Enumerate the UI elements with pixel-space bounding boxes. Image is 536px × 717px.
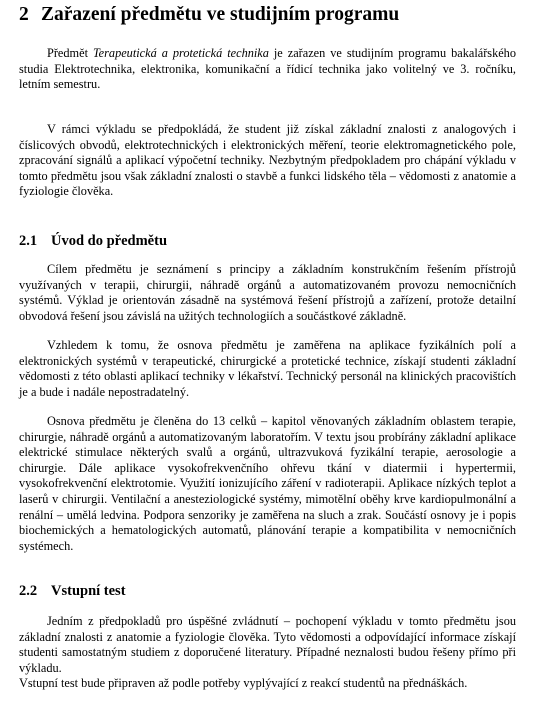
- intro-paragraph-1-pre: Předmět: [47, 46, 93, 60]
- intro-paragraph-2: V rámci výkladu se předpokládá, že student již získal základní znalosti z analogových i číslicových obvodů, elektrotechnických i elektronických měření, teorie elektromagnetického pole, zpracování signálů a aplikací výpočetní techniky. Nezbytným předpokladem pro chápání výkladu v tomto předmětu jsou však základní znalosti o stavbě a funkci lidského těla – vědomosti z anatomie a fyziologie člověka.: [19, 122, 516, 199]
- section-2-1-paragraph-2: Vzhledem k tomu, že osnova předmětu je zaměřena na aplikace fyzikálních polí a elektronických systémů v terapeutické, chirurgické a protetické technice, získají studenti základní vědomosti z této oblasti aplikací techniky v lékařství. Technický personál na klinických pracovištích je a bude i nadále nepostradatelný.: [19, 338, 516, 399]
- course-name: Terapeutická a protetická technika: [92, 46, 269, 60]
- chapter-number: 2: [19, 4, 29, 25]
- section-2-1-title: Úvod do předmětu: [51, 233, 168, 249]
- intro-paragraph-1: [19, 46, 516, 93]
- section-2-2-heading: [19, 582, 126, 600]
- section-2-1-number: 2.1: [19, 233, 38, 249]
- section-2-1-paragraph-3: Osnova předmětu je členěna do 13 celků – kapitol věnovaných základním oblastem terapie, chirurgie, náhradě orgánů a automatizovaným laboratořím. V textu jsou probírány základní aplikace elektrické stimulace některých svalů a orgánů, ultrazvuková fyzikální terapie, aerosologie a chirurgie. Dále aplikace vysokofrekvenčního ohřevu tkání v diatermii i hypertermii, vysokofrekvenční elektrotomie. Využití ionizujícího záření v radioterapii. Aplikace nízkých teplot a laserů v chirurgii. Ventilační a anesteziologické systémy, mimotělní oběhy krve kardiopulmonální a renální – umělá ledvina. Podpora senzoriky je zaměřena na sluch a zrak. Součástí osnovy je i popis biochemických a hematologických automatů, plánování terapie a kompatibilita v nemocničních systémech.: [19, 414, 516, 553]
- section-2-2-title: Vstupní test: [51, 583, 126, 599]
- section-2-1-heading: [19, 232, 167, 250]
- chapter-title: Zařazení předmětu ve studijním programu: [41, 4, 400, 25]
- section-2-2-number: 2.2: [19, 583, 38, 599]
- chapter-heading: [19, 2, 399, 28]
- section-2-2-paragraph-1: Jedním z předpokladů pro úspěšné zvládnutí – pochopení výkladu v tomto předmětu jsou základní znalosti z anatomie a fyziologie člověka. Tyto vědomosti a odpovídající informace získají studenti samostatným studiem z doporučené literatury. Případné neznalosti budou řešeny přímo při výkladu.: [19, 614, 516, 675]
- intro-paragraph-1-post: je zařazen ve studijním programu bakalářského studia Elektrotechnika, elektronika, komunikační a řídicí technika jako volitelný ve 3. ročníku, letním semestru.: [19, 46, 516, 92]
- section-2-2-paragraph-2: Vstupní test bude připraven až podle potřeby vyplývající z reakcí studentů na přednáškách.: [19, 676, 468, 690]
- section-2-1-paragraph-1: Cílem předmětu je seznámení s principy a základním konstrukčním řešením přístrojů využívaných v terapii, chirurgii, náhradě orgánů a automatizovaném provozu nemocničních systémů. Výklad je orientován zásadně na systémová řešení přístrojů a zařízení, protože detailní obvodová řešení jsou závislá na užitých technologiích a součástkové základně.: [19, 262, 516, 323]
